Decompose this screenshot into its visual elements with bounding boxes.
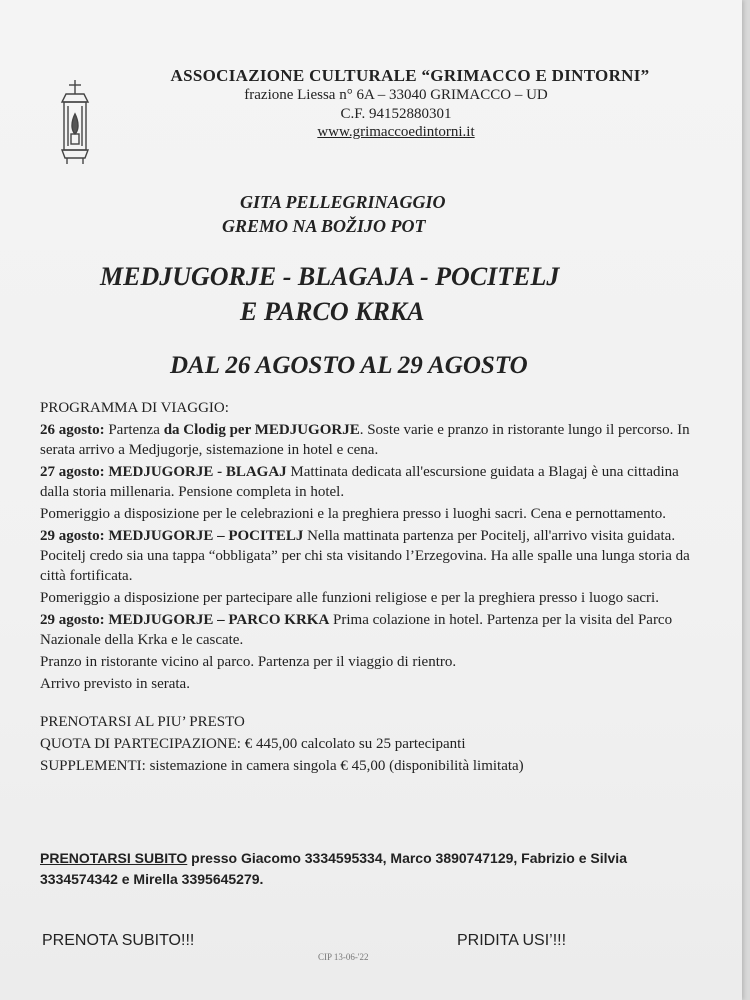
trip-motto: GREMO NA BOŽIJO POT	[222, 216, 426, 236]
contacts-text: presso Giacomo 3334595334, Marco 3890747129, Fabrizio e Silvia 3334574342 e Mirella 3395645279.	[40, 850, 627, 887]
day1-paragraph	[40, 420, 700, 460]
footer-left: PRENOTA SUBITO!!!	[42, 932, 195, 949]
trip-title-line2: E PARCO KRKA	[240, 297, 425, 326]
day2-label: 27 agosto: MEDJUGORJE - BLAGAJ	[40, 464, 287, 480]
day3-paragraph	[40, 526, 700, 586]
day3-label: 29 agosto: MEDJUGORJE – POCITELJ	[40, 528, 304, 544]
day1-date: 26 agosto:	[40, 422, 105, 438]
day4-label: 29 agosto: MEDJUGORJE – PARCO KRKA	[40, 612, 330, 628]
booking-line1: PRENOTARSI AL PIU’ PRESTO	[40, 714, 245, 730]
trip-kind: GITA PELLEGRINAGGIO	[240, 192, 446, 212]
letterhead	[100, 66, 700, 141]
booking-contacts	[40, 848, 680, 890]
tax-code: C.F. 94152880301	[340, 106, 452, 122]
day4-extra2: Arrivo previsto in serata.	[40, 676, 190, 692]
day2-paragraph	[40, 462, 700, 502]
day4-text: Prima colazione in hotel. Partenza per la visita del Parco Nazionale della Krka e le cascate.	[40, 612, 673, 648]
program-heading: PROGRAMMA DI VIAGGIO:	[40, 400, 229, 416]
organization-name: ASSOCIAZIONE CULTURALE “GRIMACCO E DINTORNI”	[170, 66, 650, 85]
day1-text-b: . Soste varie e pranzo in ristorante lungo il percorso. In serata arrivo a Medjugorje, sistemazione in hotel e cena.	[40, 422, 690, 458]
program-section	[40, 398, 700, 778]
day1-bold: da Clodig per MEDJUGORJE	[163, 422, 360, 438]
day2-text: Mattinata dedicata all'escursione guidata a Blagaj è una cittadina dalla storia millenaria. Pensione completa in hotel.	[40, 464, 679, 500]
day2-extra: Pomeriggio a disposizione per le celebrazioni e la preghiera presso i luoghi sacri. Cena e pernottamento.	[40, 506, 667, 522]
booking-price: QUOTA DI PARTECIPAZIONE: € 445,00 calcolato su 25 partecipanti	[40, 736, 466, 752]
website-link[interactable]: www.grimaccoedintorni.it	[317, 124, 475, 140]
day1-text-a: Partenza	[104, 422, 164, 438]
day4-paragraph	[40, 610, 700, 650]
day3-extra: Pomeriggio a disposizione per partecipare alle funzioni religiose e per la preghiera presso i luogo sacri.	[40, 590, 659, 606]
footer-right: PRIDITA USI’!!!	[457, 932, 567, 949]
contacts-lead: PRENOTARSI SUBITO	[40, 850, 188, 866]
trip-dates: DAL 26 AGOSTO AL 29 AGOSTO	[170, 352, 528, 379]
lantern-cross-icon	[56, 78, 94, 168]
day4-extra1: Pranzo in ristorante vicino al parco. Partenza per il viaggio di rientro.	[40, 654, 457, 670]
print-stamp: CIP 13-06-'22	[318, 952, 369, 962]
organization-address: frazione Liessa n° 6A – 33040 GRIMACCO – UD	[244, 87, 548, 103]
booking-info	[40, 712, 700, 776]
booking-supplement: SUPPLEMENTI: sistemazione in camera singola € 45,00 (disponibilità limitata)	[40, 758, 524, 774]
trip-title-line1: MEDJUGORJE - BLAGAJA - POCITELJ	[100, 262, 560, 291]
day3-text: Nella mattinata partenza per Pocitelj, all'arrivo visita guidata. Pocitelj credo sia una tappa “obbligata” per chi sta visitando l’Erzegovina. Ha alle spalle una lunga storia da città fortificata.	[40, 528, 690, 584]
